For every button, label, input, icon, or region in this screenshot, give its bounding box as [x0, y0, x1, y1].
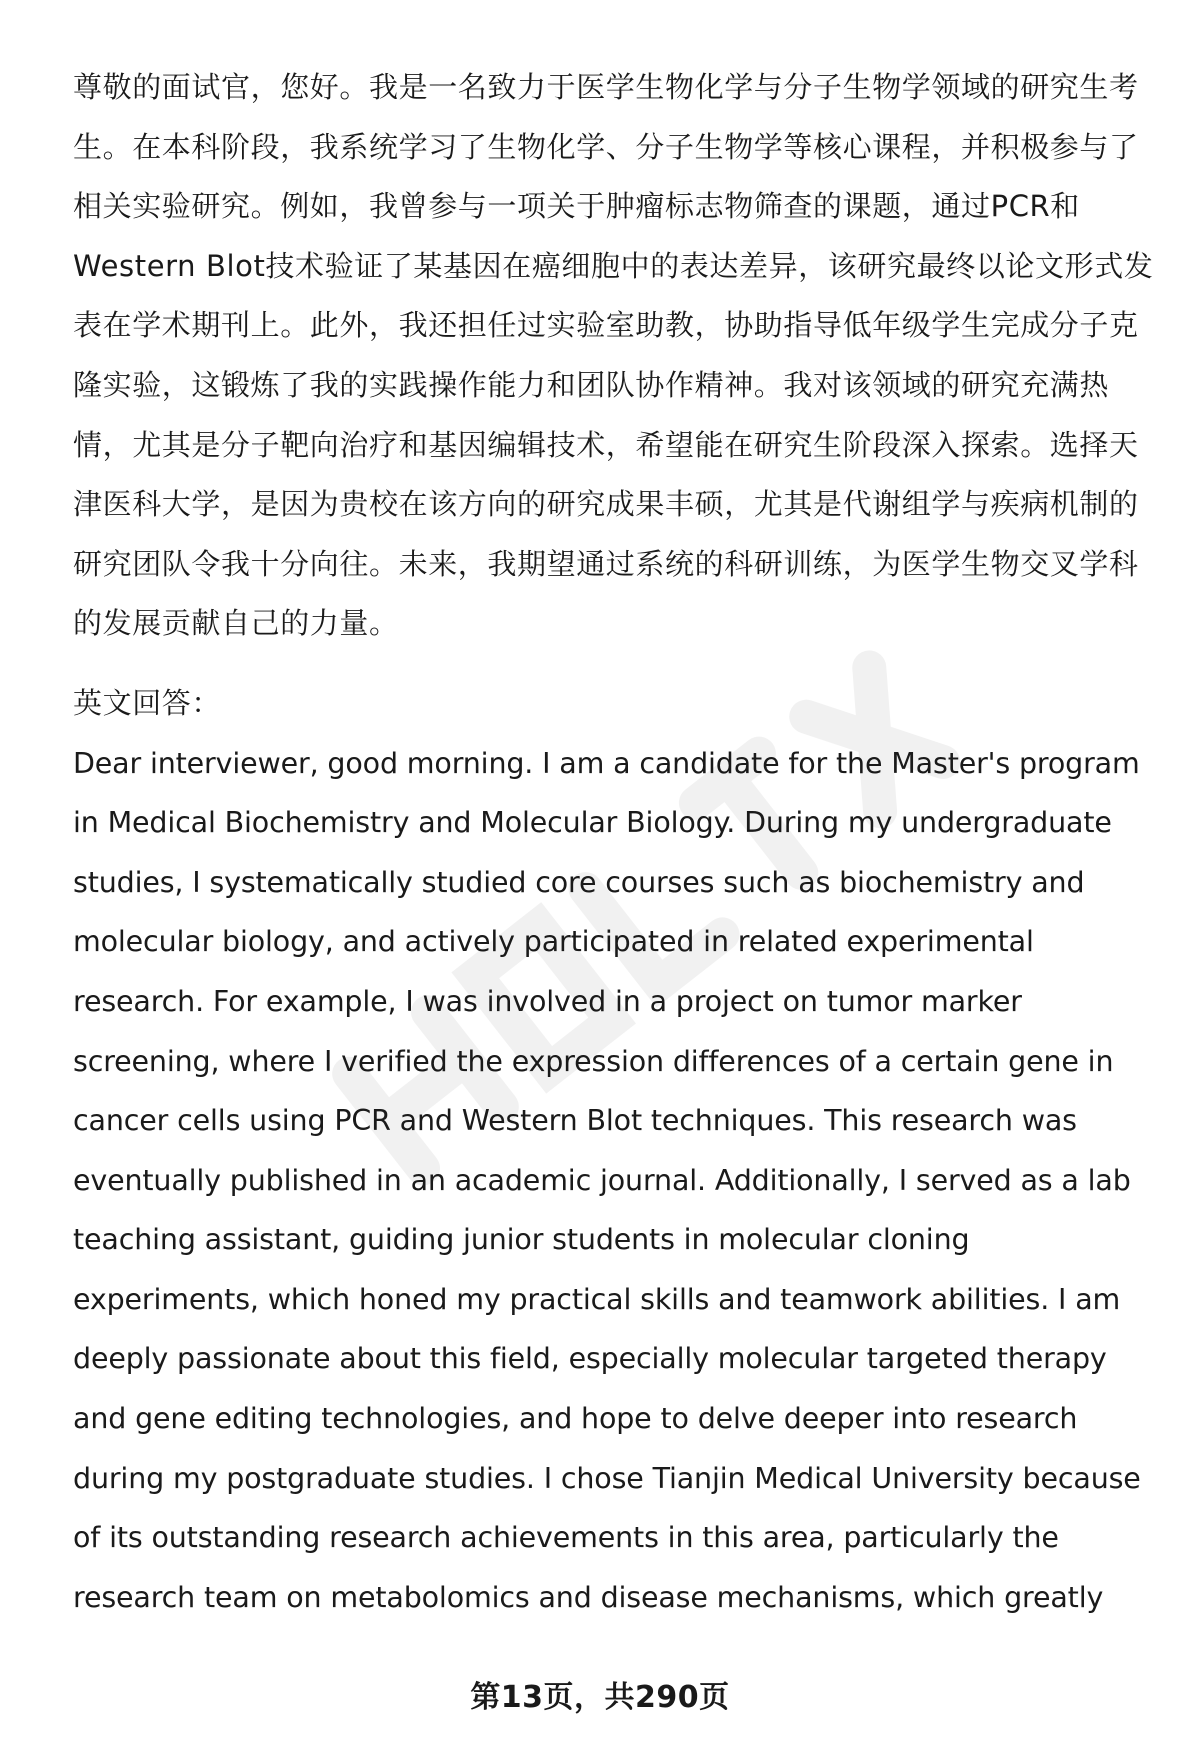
- chinese-answer-line: 相关实验研究。例如，我曾参与一项关于肿瘤标志物筛查的课题，通过PCR和: [73, 189, 1080, 224]
- paragraph-spacer: [73, 654, 1153, 674]
- english-answer-line: deeply passionate about this field, especially molecular targeted therapy: [73, 1342, 1107, 1376]
- chinese-answer-line: 情，尤其是分子靶向治疗和基因编辑技术，希望能在研究生阶段深入探索。选择天: [73, 427, 1139, 462]
- chinese-answer-line: 的发展贡献自己的力量。: [73, 606, 399, 641]
- chinese-answer-line: 隆实验，这锻炼了我的实践操作能力和团队协作精神。我对该领域的研究充满热: [73, 367, 1110, 402]
- english-answer-line: studies, I systematically studied core courses such as biochemistry and: [73, 865, 1085, 899]
- english-answer-line: and gene editing technologies, and hope to delve deeper into research: [73, 1402, 1078, 1436]
- english-answer-line: Dear interviewer, good morning. I am a candidate for the Master's program: [73, 746, 1140, 780]
- chinese-answer-line: 研究团队令我十分向往。未来，我期望通过系统的科研训练，为医学生物交叉学科: [73, 546, 1139, 581]
- chinese-answer-line: 生。在本科阶段，我系统学习了生物化学、分子生物学等核心课程，并积极参与了: [73, 129, 1139, 164]
- english-answer-line: molecular biology, and actively participated in related experimental: [73, 925, 1034, 959]
- english-answer-line: in Medical Biochemistry and Molecular Biology. During my undergraduate: [73, 806, 1112, 840]
- english-answer-line: research team on metabolomics and disease mechanisms, which greatly: [73, 1580, 1104, 1614]
- english-answer-heading: 英文回答：: [73, 685, 222, 720]
- english-answer-line: during my postgraduate studies. I chose Tianjin Medical University because: [73, 1461, 1141, 1495]
- chinese-answer-line: 津医科大学，是因为贵校在该方向的研究成果丰硕，尤其是代谢组学与疾病机制的: [73, 487, 1139, 522]
- chinese-answer-line: Western Blot技术验证了某基因在癌细胞中的表达差异，该研究最终以论文形式发: [73, 248, 1154, 283]
- english-answer-line: screening, where I verified the expression differences of a certain gene in: [73, 1044, 1114, 1078]
- document-body: [73, 58, 1153, 1627]
- chinese-answer-line: 表在学术期刊上。此外，我还担任过实验室助教，协助指导低年级学生完成分子克: [73, 308, 1139, 343]
- english-answer-line: research. For example, I was involved in a project on tumor marker: [73, 984, 1022, 1018]
- english-answer-line: of its outstanding research achievements in this area, particularly the: [73, 1521, 1059, 1555]
- english-answer-line: cancer cells using PCR and Western Blot techniques. This research was: [73, 1104, 1077, 1138]
- page-number-footer: 第13页，共290页: [470, 1680, 730, 1715]
- english-answer-line: experiments, which honed my practical skills and teamwork abilities. I am: [73, 1282, 1121, 1316]
- english-answer-line: teaching assistant, guiding junior students in molecular cloning: [73, 1223, 970, 1257]
- chinese-answer-line: 尊敬的面试官，您好。我是一名致力于医学生物化学与分子生物学领域的研究生考: [73, 70, 1139, 104]
- english-answer-line: eventually published in an academic journal. Additionally, I served as a lab: [73, 1163, 1131, 1197]
